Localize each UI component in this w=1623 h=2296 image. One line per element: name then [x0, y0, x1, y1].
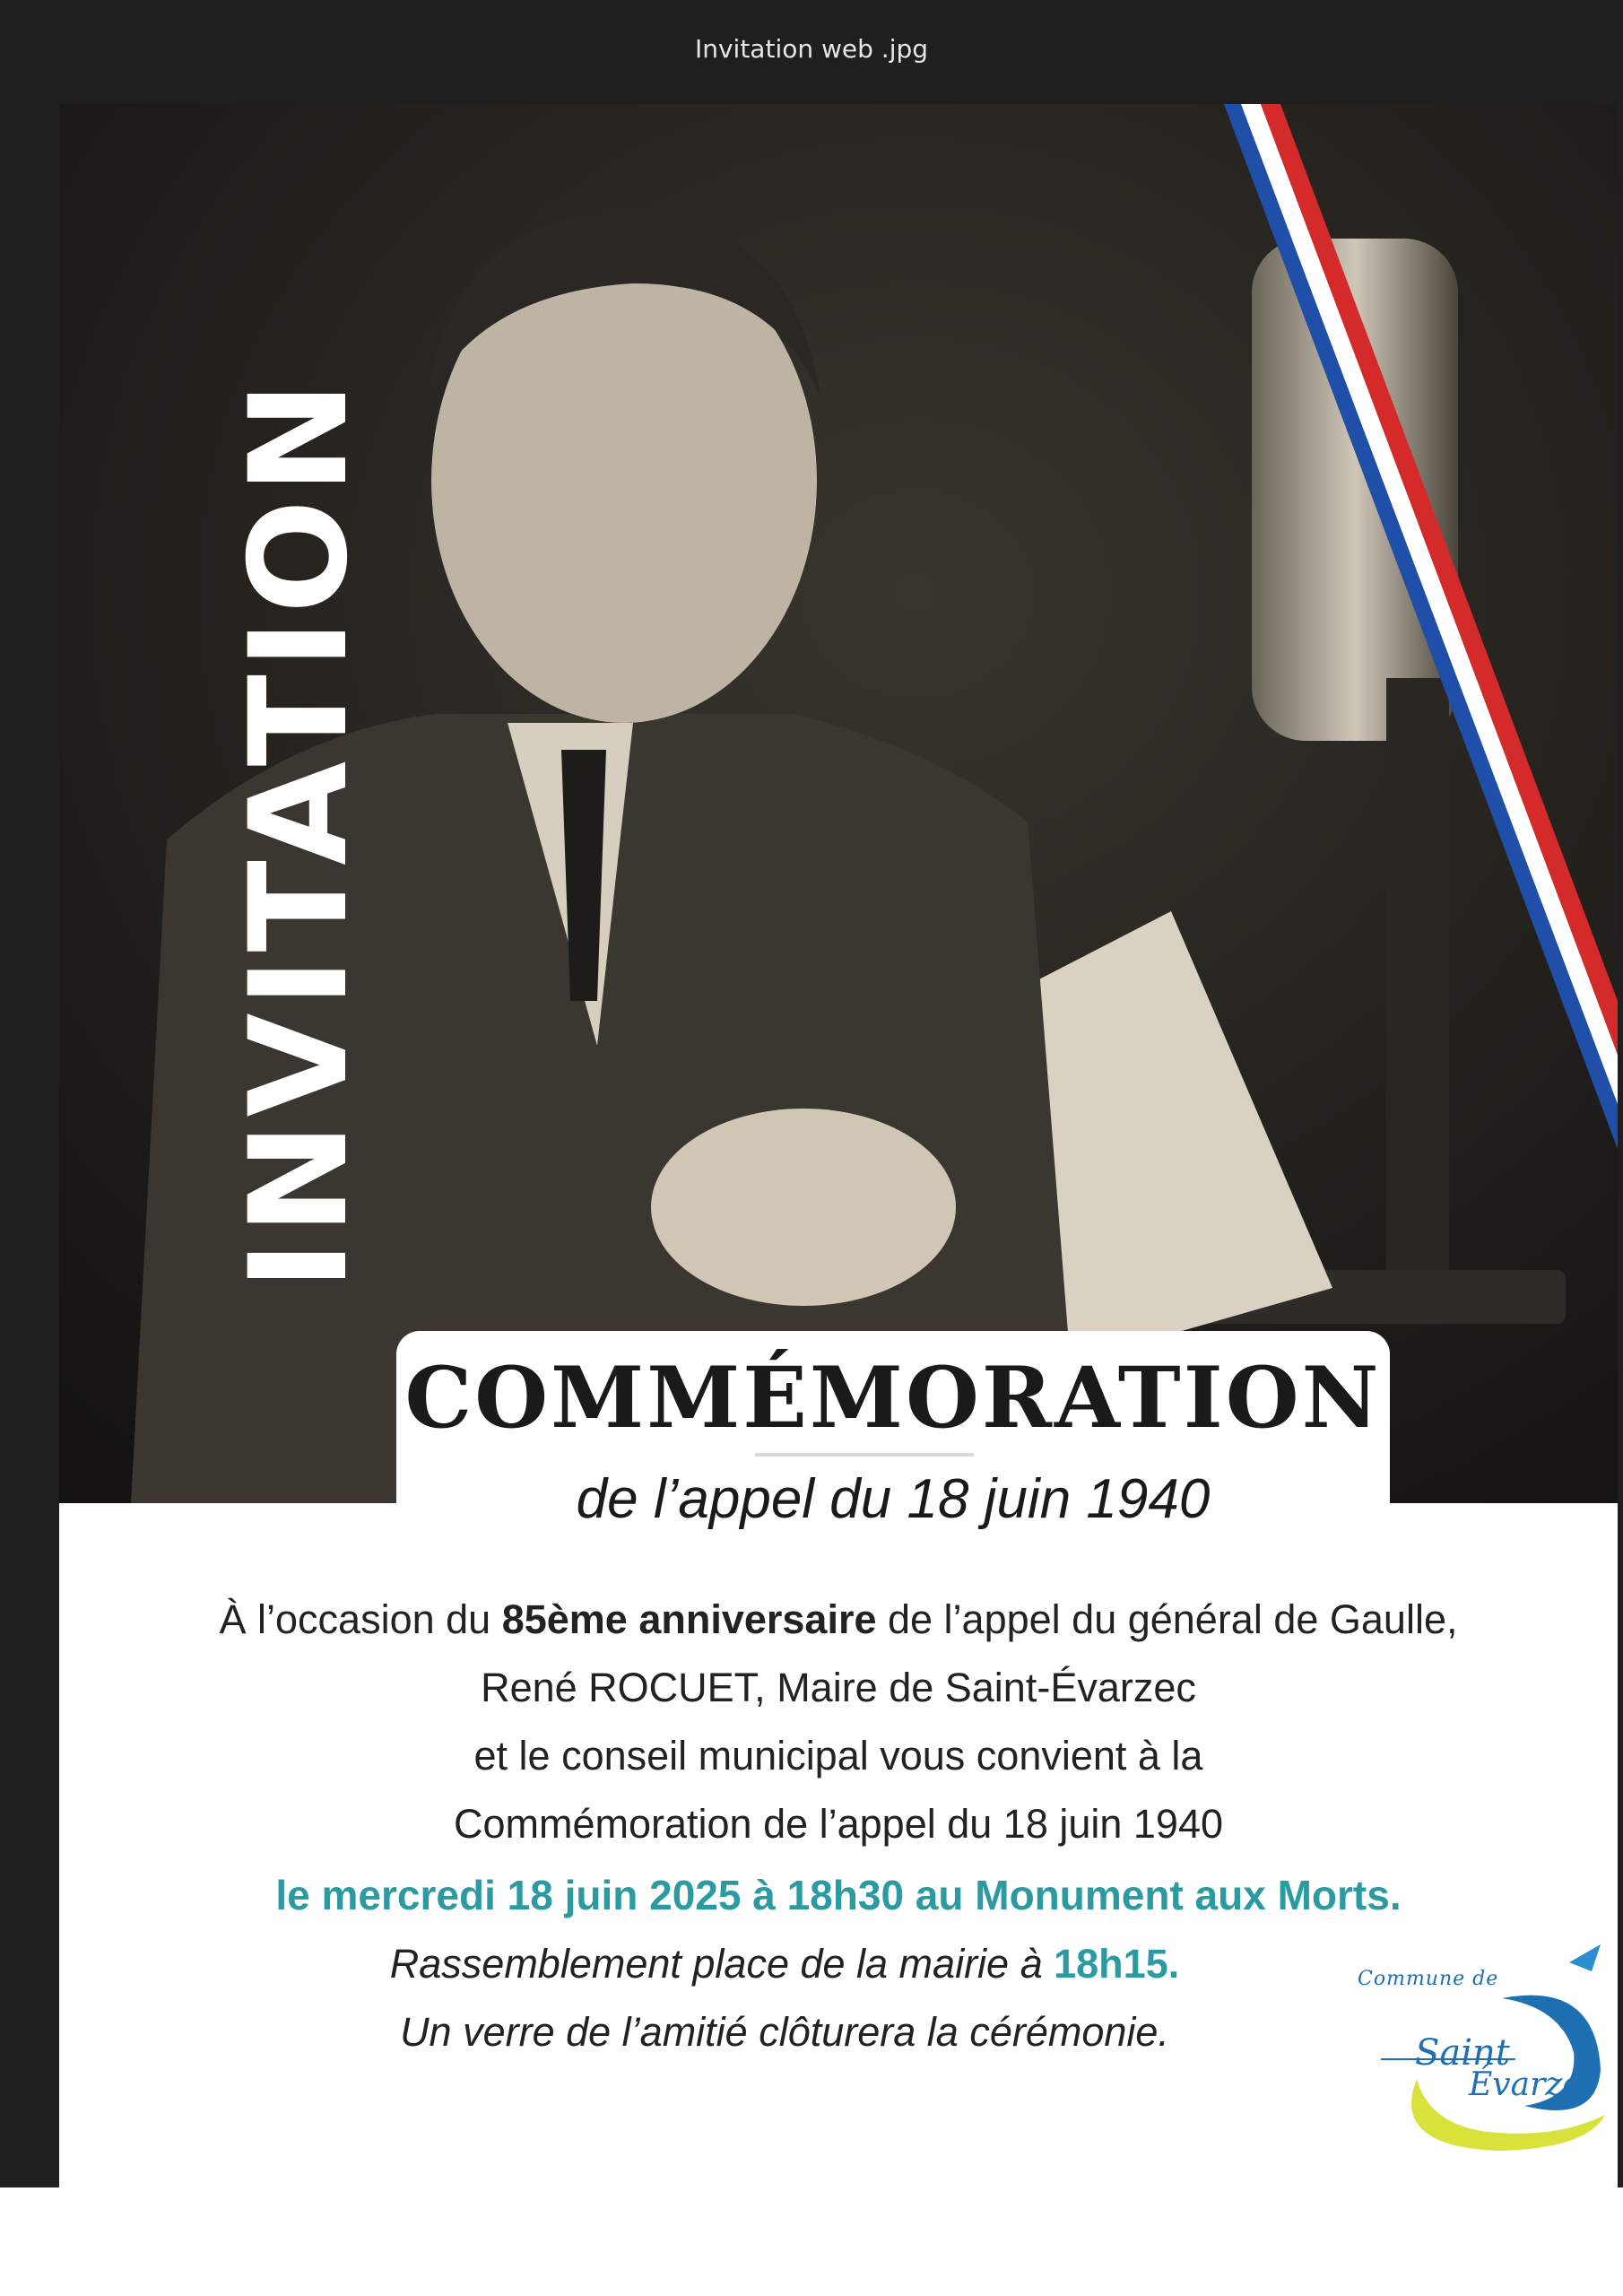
event-date-line: le mercredi 18 juin 2025 à 18h30 au Monument aux Morts. [275, 1872, 1402, 1918]
gathering-time: 18h15. [1054, 1941, 1180, 1987]
commemoration-line: Commémoration de l’appel du 18 juin 1940 [453, 1801, 1224, 1847]
title-divider [755, 1453, 974, 1457]
commune-logo [1345, 1944, 1614, 2160]
mayor-line: René ROCUET, Maire de Saint-Évarzec [481, 1665, 1196, 1710]
gathering-line [59, 1941, 1564, 1987]
invitation-poster [59, 104, 1618, 2187]
invitation-vertical-title: INVITATION [221, 376, 378, 1291]
council-line: et le conseil municipal vous convient à la [473, 1733, 1203, 1779]
anniversary-bold: 85ème anniversaire [501, 1596, 877, 1642]
logo-evarzec-text: Évarze [1469, 2066, 1582, 2103]
gathering-line-text: Rassemblement place de la mairie à [389, 1941, 1055, 1987]
occasion-line [59, 1596, 1618, 1643]
reception-line: Un verre de l’amitié clôturera la cérémonie. [400, 2009, 1169, 2055]
occasion-line-end: de l’appel du général de Gaulle, [876, 1596, 1458, 1642]
viewer-right-margin [1618, 104, 1623, 2187]
window-title: Invitation web .jpg [694, 34, 929, 64]
commemoration-subtitle: de l’appel du 18 juin 1940 [576, 1468, 1211, 1530]
historic-photo [59, 104, 1618, 1503]
viewer-title-bar [0, 0, 1623, 104]
occasion-line-start: À l’occasion du [219, 1596, 502, 1642]
logo-commune-text: Commune de [1358, 1968, 1499, 1990]
logo-saint-text: Saint [1415, 2032, 1510, 2074]
viewer-left-margin [0, 104, 59, 2187]
commemoration-title: COMMÉMORATION [404, 1349, 1382, 1448]
